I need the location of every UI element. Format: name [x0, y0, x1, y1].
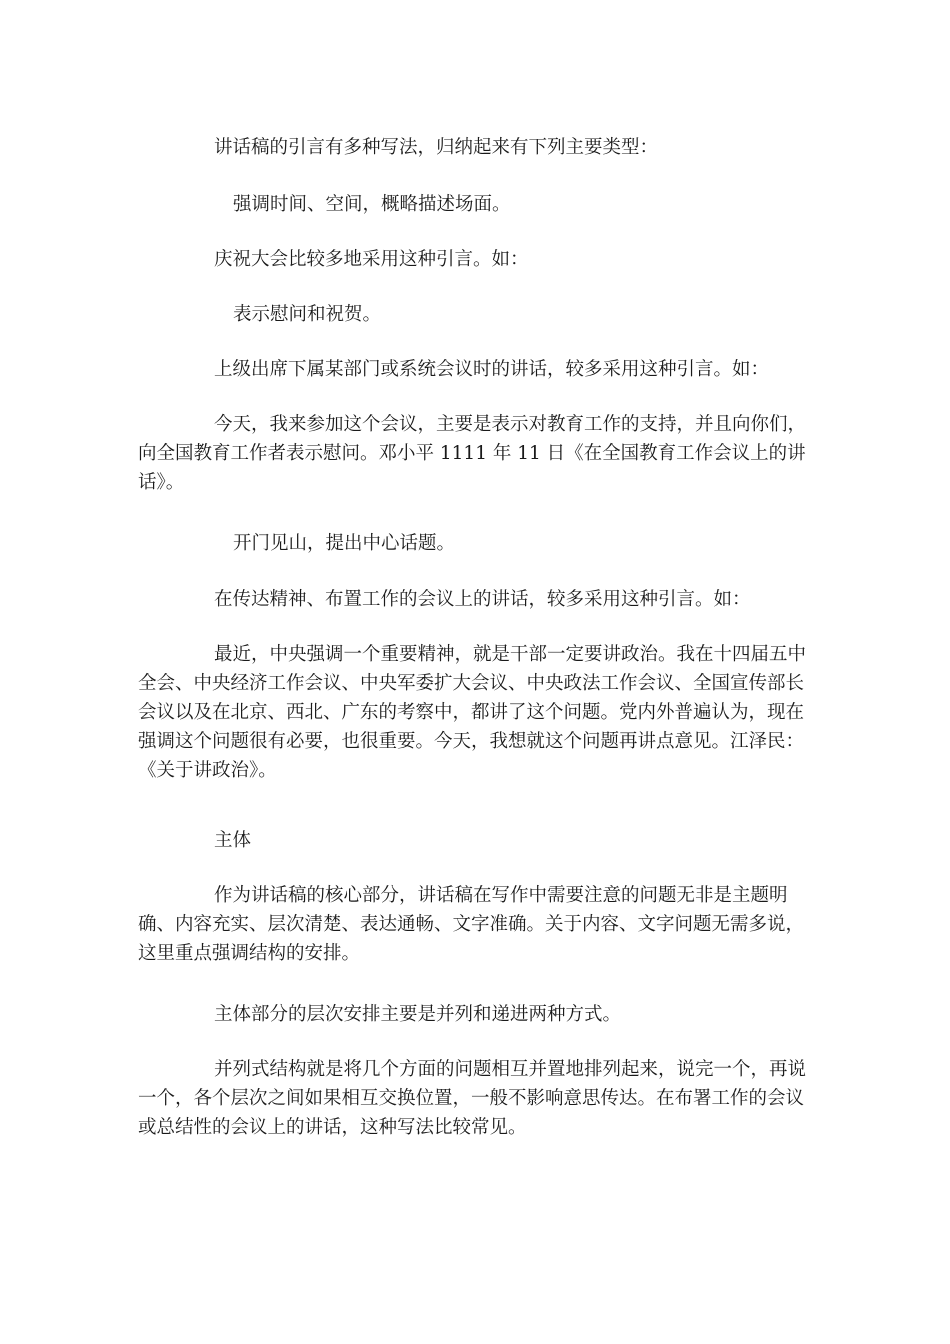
paragraph-type-direct: 开门见山，提出中心话题。 [233, 533, 456, 554]
paragraph-celebration-usage: 庆祝大会比较多地采用这种引言。如： [214, 249, 529, 270]
paragraph-example-deng: 今天，我来参加这个会议，主要是表示对教育工作的支持，并且向你们，向全国教育工作者表示慰问。邓小平 1111 年 11 日《在全国教育工作会议上的讲话》。 [138, 414, 807, 493]
paragraph-convey-usage: 在传达精神、布置工作的会议上的讲话，较多采用这种引言。如： [214, 589, 751, 610]
paragraph-structure-modes: 主体部分的层次安排主要是并列和递进两种方式。 [214, 1004, 622, 1025]
paragraph-superior-usage: 上级出席下属某部门或系统会议时的讲话，较多采用这种引言。如： [214, 359, 770, 380]
paragraph-parallel-structure: 并列式结构就是将几个方面的问题相互并置地排列起来，说完一个，再说一个，各个层次之间如果相互交换位置，一般不影响意思传达。在布署工作的会议或总结性的会议上的讲话，这种写法比较常见。 [138, 1059, 807, 1138]
paragraph-example-jiang: 最近，中央强调一个重要精神，就是干部一定要讲政治。我在十四届五中全会、中央经济工作会议、中央军委扩大会议、中央政法工作会议、全国宣传部长会议以及在北京、西北、广东的考察中，都讲了这个问题。党内外普遍认为，现在强调这个问题很有必要，也很重要。今天，我想就这个问题再讲点意见。江泽民：《关于讲政治》。 [138, 644, 807, 781]
paragraph-intro-types: 讲话稿的引言有多种写法，归纳起来有下列主要类型： [214, 137, 659, 158]
paragraph-type-condolence: 表示慰问和祝贺。 [233, 304, 382, 325]
section-heading-main-body: 主体 [214, 830, 252, 851]
paragraph-main-body-core: 作为讲话稿的核心部分，讲话稿在写作中需要注意的问题无非是主题明确、内容充实、层次清楚、表达通畅、文字准确。关于内容、文字问题无需多说，这里重点强调结构的安排。 [138, 885, 805, 964]
paragraph-type-time-space: 强调时间、空间，概略描述场面。 [233, 194, 511, 215]
